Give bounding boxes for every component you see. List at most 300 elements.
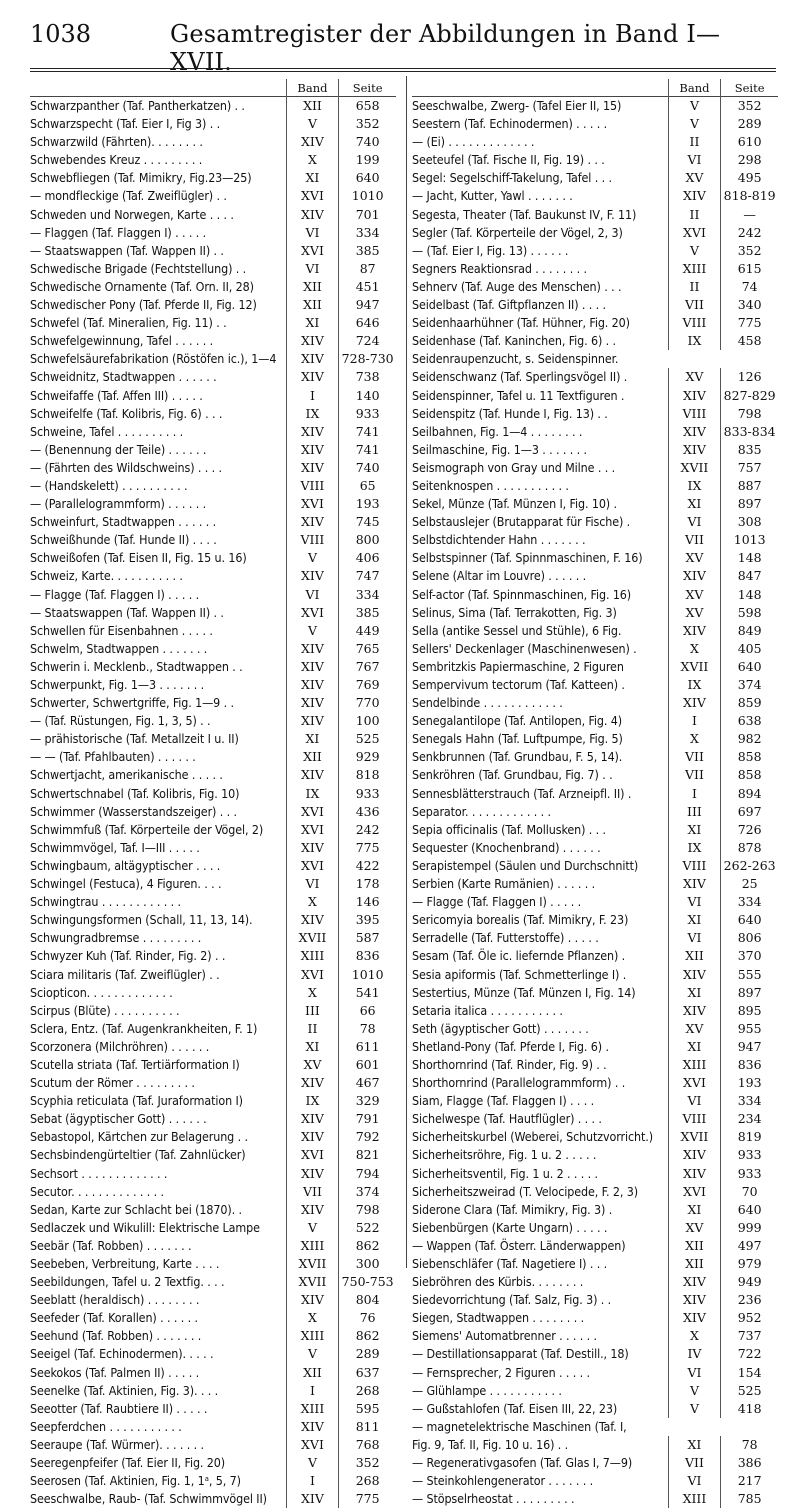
entry-page: 701 [355, 206, 380, 222]
entry-term: Schwebendes Kreuz . . . . . . . . . [30, 152, 203, 168]
entry-band: XI [668, 495, 722, 513]
entry-page: 791 [355, 1111, 380, 1127]
index-entry [30, 350, 396, 368]
entry-page: 859 [737, 695, 762, 711]
entry-page: 737 [737, 1328, 762, 1344]
index-entry [30, 966, 396, 984]
index-entry [412, 929, 778, 947]
entry-term: — Staatswappen (Taf. Wappen II) . . [30, 242, 224, 258]
entry-term: Sciopticon. . . . . . . . . . . . . [30, 984, 173, 1000]
entry-term: — Steinkohlengenerator . . . . . . . [412, 1473, 594, 1489]
entry-band: XV [668, 368, 722, 386]
entry-band: III [286, 1002, 340, 1020]
entry-page: 395 [355, 912, 380, 928]
entry-page: 352 [737, 242, 762, 258]
entry-term: Shetland-Pony (Taf. Pferde I, Fig. 6) . [412, 1038, 609, 1054]
entry-term: — Destillationsapparat (Taf. Destill., 18) [412, 1346, 629, 1362]
entry-page: 640 [737, 658, 762, 674]
index-entry [30, 405, 396, 423]
band-header: Band [286, 79, 340, 97]
entry-band: XIV [286, 206, 340, 224]
entry-band: VI [286, 260, 340, 278]
index-entry [30, 766, 396, 784]
entry-band: XI [286, 169, 340, 187]
entry-band: XIII [286, 1327, 340, 1345]
entry-page: 895 [737, 1002, 762, 1018]
entry-page: 738 [355, 369, 380, 385]
index-column-right [412, 80, 778, 1508]
entry-band: XIII [668, 1490, 722, 1508]
entry-page: 894 [737, 785, 762, 801]
entry-page: 800 [355, 532, 380, 548]
entry-band: XIII [668, 260, 722, 278]
entry-term: Senegals Hahn (Taf. Luftpumpe, Fig. 5) [412, 731, 623, 747]
entry-band: XI [286, 1038, 340, 1056]
index-entry [412, 604, 778, 622]
index-entry [412, 1219, 778, 1237]
entry-band: XIII [286, 1400, 340, 1418]
entry-band: XVI [668, 224, 722, 242]
entry-page: 595 [355, 1400, 380, 1416]
index-entry [412, 893, 778, 911]
entry-term: — magnetelektrische Maschinen (Taf. I, [412, 1418, 627, 1434]
entry-band: V [286, 1345, 340, 1363]
index-entry [412, 586, 778, 604]
entry-term: Schweifaffe (Taf. Affen III) . . . . . [30, 387, 203, 403]
entry-term: Scutella striata (Taf. Tertiärformation I) [30, 1056, 240, 1072]
entry-band: XIV [286, 332, 340, 350]
entry-term: Schwingbaum, altägyptischer . . . . [30, 857, 221, 873]
index-entry [412, 1056, 778, 1074]
index-entry [412, 658, 778, 676]
index-entry [412, 676, 778, 694]
index-entry [30, 604, 396, 622]
entry-band: XIV [286, 133, 340, 151]
entry-page: 611 [355, 1038, 380, 1054]
entry-band: VII [668, 296, 722, 314]
entry-term: Seerosen (Taf. Aktinien, Fig. 1, 1ᵃ, 5, 7) [30, 1473, 241, 1489]
entry-term: Sebastopol, Kärtchen zur Belagerung . . [30, 1129, 248, 1145]
entry-term: — Glühlampe . . . . . . . . . . . [412, 1382, 562, 1398]
entry-term: Schwarzspecht (Taf. Eier I, Fig 3) . . [30, 116, 221, 132]
index-entry [412, 151, 778, 169]
index-entry [412, 730, 778, 748]
entry-term: Self-actor (Taf. Spinnmaschinen, Fig. 16) [412, 586, 632, 602]
entry-band: XIV [286, 1074, 340, 1092]
index-entry [412, 821, 778, 839]
entry-page: 497 [737, 1237, 762, 1253]
entry-page: 199 [355, 152, 380, 168]
entry-band: XIV [286, 459, 340, 477]
entry-band: XVI [668, 1183, 722, 1201]
index-entry [412, 169, 778, 187]
entry-term: Sembritzkis Papiermaschine, 2 Figuren [412, 658, 624, 674]
entry-page: 386 [737, 1455, 762, 1471]
entry-band: VIII [286, 531, 340, 549]
entry-band: XII [286, 748, 340, 766]
entry-band: VII [668, 748, 722, 766]
index-entry [30, 314, 396, 332]
entry-term: Selbstdichtender Hahn . . . . . . . [412, 532, 586, 548]
index-entry [412, 387, 778, 405]
entry-page: 495 [737, 170, 762, 186]
entry-term: — Flagge (Taf. Flaggen I) . . . . . [412, 894, 582, 910]
entry-band: XIV [668, 1309, 722, 1327]
entry-term: Scorzonera (Milchröhren) . . . . . . [30, 1038, 210, 1054]
entry-page: 587 [355, 930, 380, 946]
entry-term: Scyphia reticulata (Taf. Juraformation I) [30, 1093, 243, 1109]
entry-page: 847 [737, 568, 762, 584]
entry-term: Schweifelfe (Taf. Kolibris, Fig. 6) . . . [30, 405, 223, 421]
entry-term: Shorthornrind (Parallelogrammform) . . [412, 1075, 626, 1091]
entry-page: 193 [355, 496, 380, 512]
entry-page: 268 [355, 1382, 380, 1398]
index-entry [412, 911, 778, 929]
index-entry [30, 459, 396, 477]
entry-page: 148 [737, 586, 762, 602]
index-entry [30, 1436, 396, 1454]
entry-band: XIV [668, 1002, 722, 1020]
entry-page: 827-829 [723, 387, 776, 403]
entry-term: Sempervivum tectorum (Taf. Katteen) . [412, 677, 625, 692]
entry-page: 785 [737, 1491, 762, 1507]
index-entry [412, 1454, 778, 1472]
entry-page: 897 [737, 984, 762, 1000]
entry-band: IX [668, 477, 722, 495]
entry-term: — (Handskelett) . . . . . . . . . . [30, 477, 188, 493]
entry-band: IV [668, 1345, 722, 1363]
entry-page: 217 [737, 1473, 762, 1489]
entry-page: 146 [355, 894, 380, 910]
entry-term: Schweden und Norwegen, Karte . . . . [30, 206, 234, 222]
entry-band: IX [668, 676, 722, 694]
entry-band: IX [286, 1092, 340, 1110]
entry-term: Schwungradbremse . . . . . . . . . [30, 930, 202, 946]
entry-page: 646 [355, 315, 380, 331]
index-entry [30, 984, 396, 1002]
entry-band: XVII [286, 929, 340, 947]
entry-term: Schwefel (Taf. Mineralien, Fig. 11) . . [30, 315, 227, 331]
entry-band: XIV [668, 694, 722, 712]
entry-page: 821 [355, 1147, 380, 1163]
entry-band: X [668, 640, 722, 658]
entry-band: XIV [286, 441, 340, 459]
entry-band: VI [286, 586, 340, 604]
entry-page: 818-819 [723, 188, 776, 204]
entry-band: XI [668, 1201, 722, 1219]
entry-band: IX [668, 839, 722, 857]
index-entry [30, 875, 396, 893]
index-entry [412, 368, 778, 386]
index-entry [412, 1128, 778, 1146]
index-entry [30, 1219, 396, 1237]
entry-term: Schwellen für Eisenbahnen . . . . . [30, 622, 213, 638]
index-entry [30, 1454, 396, 1472]
entry-band: XIV [286, 1165, 340, 1183]
index-entry [30, 567, 396, 585]
entry-band: XIV [668, 1291, 722, 1309]
index-entry [30, 531, 396, 549]
entry-page: 862 [355, 1237, 380, 1253]
entry-page: 849 [737, 622, 762, 638]
index-entry [412, 1472, 778, 1490]
entry-band: XIV [668, 387, 722, 405]
entry-term: Sella (antike Sessel und Stühle), 6 Fig. [412, 622, 622, 638]
index-entry [412, 1418, 778, 1436]
entry-term: Seeschwalbe, Raub- (Taf. Schwimmvögel II) [30, 1491, 267, 1507]
entry-page: 757 [737, 459, 762, 475]
index-entry [30, 622, 396, 640]
entry-term: — Flaggen (Taf. Flaggen I) . . . . . [30, 224, 207, 240]
entry-term: Schwingel (Festuca), 4 Figuren. . . . [30, 876, 222, 892]
entry-term: Schweinfurt, Stadtwappen . . . . . . [30, 514, 217, 530]
entry-band: II [668, 278, 722, 296]
entry-term: Sestertius, Münze (Taf. Münzen I, Fig. 14) [412, 984, 636, 1000]
column-divider [406, 76, 407, 1268]
entry-band: VIII [668, 857, 722, 875]
entry-term: Sichelwespe (Taf. Hautflügler) . . . . [412, 1111, 602, 1127]
index-entry [412, 513, 778, 531]
entry-page: 794 [355, 1165, 380, 1181]
entry-page: 933 [737, 1165, 762, 1181]
entry-page: 770 [355, 695, 380, 711]
entry-page: 458 [737, 333, 762, 349]
index-entry [30, 549, 396, 567]
entry-band: XIV [286, 640, 340, 658]
entry-page: 640 [355, 170, 380, 186]
entry-term: — Staatswappen (Taf. Wappen II) . . [30, 604, 224, 620]
entry-term: — (Taf. Eier I, Fig. 13) . . . . . . [412, 242, 569, 258]
entry-term: — Wappen (Taf. Österr. Länderwappen) [412, 1237, 626, 1253]
entry-term: Sebat (ägyptischer Gott) . . . . . . [30, 1111, 207, 1127]
index-entry [30, 1327, 396, 1345]
entry-term: Schwimmvögel, Taf. I—III . . . . . [30, 839, 200, 855]
entry-band: V [668, 1382, 722, 1400]
entry-term: Seidenraupenzucht, s. Seidenspinner. [412, 351, 619, 367]
entry-page: 804 [355, 1292, 380, 1308]
entry-page: 768 [355, 1436, 380, 1452]
index-entry [412, 133, 778, 151]
index-entry [30, 712, 396, 730]
index-entry [30, 1418, 396, 1436]
entry-band: XVI [286, 803, 340, 821]
entry-band: VI [286, 224, 340, 242]
entry-band: IX [286, 785, 340, 803]
index-entry [30, 929, 396, 947]
entry-term: Seebeben, Verbreitung, Karte . . . . [30, 1256, 220, 1271]
entry-page: 722 [737, 1346, 762, 1362]
entry-band: XI [668, 1436, 722, 1454]
entry-band: XIV [286, 694, 340, 712]
entry-page: 385 [355, 604, 380, 620]
entry-page: 74 [741, 278, 758, 294]
index-entry [412, 423, 778, 441]
index-entry [412, 1074, 778, 1092]
entry-page: 640 [737, 912, 762, 928]
entry-page: 818 [355, 767, 380, 783]
entry-term: Schweidnitz, Stadtwappen . . . . . . [30, 369, 217, 385]
entry-page: 148 [737, 550, 762, 566]
entry-page: 289 [737, 116, 762, 132]
index-entry [412, 495, 778, 513]
entry-term: Sciara militaris (Taf. Zweiflügler) . . [30, 966, 220, 982]
entry-page: 806 [737, 930, 762, 946]
entry-band: VI [668, 1364, 722, 1382]
index-entry [30, 785, 396, 803]
entry-term: Seidelbast (Taf. Giftpflanzen II) . . . . [412, 297, 606, 313]
entry-band: XVI [286, 966, 340, 984]
entry-page: 765 [355, 640, 380, 656]
index-entry [30, 947, 396, 965]
index-entry [412, 187, 778, 205]
entry-band: VII [668, 531, 722, 549]
entry-band: XIV [286, 766, 340, 784]
entry-page: 728-730 [341, 351, 394, 367]
entry-term: Selene (Altar im Louvre) . . . . . . [412, 568, 587, 584]
entry-band: XV [668, 1219, 722, 1237]
entry-term: — (Taf. Rüstungen, Fig. 1, 3, 5) . . [30, 713, 211, 729]
entry-band: V [668, 115, 722, 133]
index-entry [412, 224, 778, 242]
entry-term: Sicherheitszweirad (T. Velocipede, F. 2, 3) [412, 1183, 638, 1199]
header-rule-second [30, 71, 776, 72]
index-entry [30, 1237, 396, 1255]
index-entry [30, 1309, 396, 1327]
index-entry [412, 1183, 778, 1201]
entry-page: — [743, 206, 756, 222]
entry-band: XIV [286, 676, 340, 694]
entry-page: 741 [355, 441, 380, 457]
entry-term: — (Parallelogrammform) . . . . . . [30, 496, 207, 512]
entry-term: Seeblatt (heraldisch) . . . . . . . . [30, 1292, 200, 1308]
entry-page: 610 [737, 134, 762, 150]
entry-page: 933 [355, 405, 380, 421]
entry-page: 897 [737, 496, 762, 512]
index-entry [30, 1201, 396, 1219]
entry-page: 289 [355, 1346, 380, 1362]
entry-term: Sicherheitskurbel (Weberei, Schutzvorricht.) [412, 1129, 653, 1145]
index-entry [30, 1038, 396, 1056]
index-entry [30, 332, 396, 350]
index-entry [412, 1490, 778, 1508]
index-entry [412, 839, 778, 857]
entry-term: Seestern (Taf. Echinodermen) . . . . . [412, 116, 608, 132]
index-entry [412, 875, 778, 893]
index-entry [30, 477, 396, 495]
index-entry [30, 658, 396, 676]
entry-term: Seekokos (Taf. Palmen II) . . . . . [30, 1364, 200, 1380]
entry-page: 262-263 [723, 857, 776, 873]
entry-page: 193 [737, 1075, 762, 1091]
entry-band: VIII [668, 314, 722, 332]
entry-page: 522 [355, 1219, 380, 1235]
index-entry [30, 513, 396, 531]
index-entry [30, 1472, 396, 1490]
entry-band: VII [668, 1454, 722, 1472]
entry-term: Sericomyia borealis (Taf. Mimikry, F. 23) [412, 912, 629, 928]
entry-band: III [668, 803, 722, 821]
index-entry [412, 622, 778, 640]
entry-band: XV [668, 169, 722, 187]
entry-band: XIV [286, 712, 340, 730]
entry-page: 952 [737, 1310, 762, 1326]
entry-page: 352 [355, 116, 380, 132]
entry-term: Schwingungsformen (Schall, 11, 13, 14). [30, 912, 253, 928]
entry-band: I [286, 1472, 340, 1490]
entry-page: 87 [359, 260, 376, 276]
entry-page: 858 [737, 749, 762, 765]
entry-term: Sequester (Knochenbrand) . . . . . . [412, 839, 601, 855]
entry-band: XVII [668, 658, 722, 676]
index-entry [30, 586, 396, 604]
entry-page: 775 [355, 1491, 380, 1507]
entry-term: Seidenschwanz (Taf. Sperlingsvögel II) . [412, 369, 628, 385]
entry-page: 833-834 [723, 423, 776, 439]
index-entry [30, 1291, 396, 1309]
entry-band: XIV [286, 350, 340, 368]
entry-band: XV [668, 604, 722, 622]
entry-page: 929 [355, 749, 380, 765]
entry-page: 724 [355, 333, 380, 349]
entry-page: 836 [737, 1056, 762, 1072]
entry-page: 601 [355, 1056, 380, 1072]
entry-page: 769 [355, 677, 380, 692]
entry-term: Sehnerv (Taf. Auge des Menschen) . . . [412, 278, 622, 294]
entry-term: Schwarzwild (Fährten). . . . . . . . [30, 134, 203, 150]
entry-page: 467 [355, 1075, 380, 1091]
entry-term: Sicherheitsventil, Fig. 1 u. 2 . . . . . [412, 1165, 598, 1181]
entry-band: I [286, 1382, 340, 1400]
entry-term: Sekel, Münze (Taf. Münzen I, Fig. 10) . [412, 496, 617, 512]
index-entry [30, 857, 396, 875]
entry-term: Schwyzer Kuh (Taf. Rinder, Fig. 2) . . [30, 948, 226, 964]
entry-term: Seebär (Taf. Robben) . . . . . . . [30, 1237, 192, 1253]
index-entry [412, 278, 778, 296]
entry-band: XVII [668, 459, 722, 477]
entry-page: 100 [355, 713, 380, 729]
entry-term: — Regenerativgasofen (Taf. Glas I, 7—9) [412, 1455, 633, 1471]
index-entry [30, 803, 396, 821]
entry-band: XIV [668, 1146, 722, 1164]
index-entry [412, 1237, 778, 1255]
index-entry [30, 260, 396, 278]
entry-term: Schwarzpanther (Taf. Pantherkatzen) . . [30, 98, 245, 113]
entry-term: Seeregenpfeifer (Taf. Eier II, Fig. 20) [30, 1455, 226, 1471]
entry-page: 740 [355, 134, 380, 150]
index-entry [412, 260, 778, 278]
entry-band: VIII [668, 1110, 722, 1128]
entry-term: Serbien (Karte Rumänien) . . . . . . [412, 876, 596, 892]
index-entry [30, 1400, 396, 1418]
entry-term: — (Fährten des Wildschweins) . . . . [30, 459, 222, 475]
entry-term: Shorthornrind (Taf. Rinder, Fig. 9) . . [412, 1056, 607, 1072]
entry-page: 775 [355, 839, 380, 855]
entry-page: 836 [355, 948, 380, 964]
index-entry [412, 242, 778, 260]
entry-term: Senkbrunnen (Taf. Grundbau, F. 5, 14). [412, 749, 623, 765]
entry-term: Scirpus (Blüte) . . . . . . . . . . [30, 1002, 180, 1018]
index-entry [30, 296, 396, 314]
index-entry [30, 1165, 396, 1183]
index-entry [412, 549, 778, 567]
index-entry [30, 1110, 396, 1128]
index-entry [30, 839, 396, 857]
entry-page: 747 [355, 568, 380, 584]
entry-band: VIII [668, 405, 722, 423]
entry-band: XII [286, 1364, 340, 1382]
entry-term: — Flagge (Taf. Flaggen I) . . . . . [30, 586, 200, 602]
entry-page: 70 [741, 1183, 758, 1199]
